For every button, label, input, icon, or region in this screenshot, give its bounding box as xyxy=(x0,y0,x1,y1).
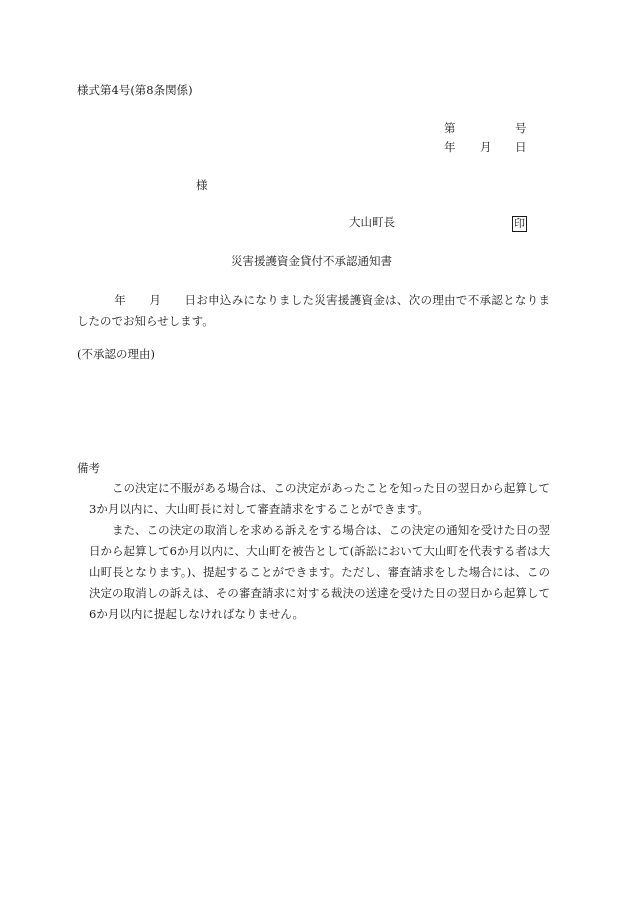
addressee-suffix: 様 xyxy=(196,178,208,192)
body-year: 年 xyxy=(114,293,127,307)
remarks-paragraph-2: また、この決定の取消しを求める訴えをする場合は、この決定の通知を受けた日の翌日から起算して6か月以内に、大山町を被告として(訴訟において大山町を代表する者は大山町長となります。)、提起することができます。ただし、審査請求をした場合には、この決定の取消しの訴えは、その審査請求に対する裁決の送達を受けた日の翌日から起算して6か月以内に提起しなければなりません。 xyxy=(89,523,550,621)
number-suffix: 号 xyxy=(515,121,527,135)
number-prefix: 第 xyxy=(444,121,456,135)
seal-mark xyxy=(512,216,527,232)
reason-heading: (不承認の理由) xyxy=(77,347,155,361)
seal-text: 印 xyxy=(514,217,525,230)
body-paragraph xyxy=(77,290,550,332)
date-day: 日 xyxy=(515,140,527,154)
issuer-name: 大山町長 xyxy=(349,215,395,229)
form-number: 様式第4号(第8条関係) xyxy=(77,83,193,97)
document-title: 災害援護資金貸付不承認通知書 xyxy=(231,254,392,268)
body-month: 月 xyxy=(149,293,162,307)
remarks-paragraph-1: この決定に不服がある場合は、この決定があったことを知った日の翌日から起算して3か月以内に、大山町長に対して審査請求をすることができます。 xyxy=(89,481,550,516)
date-month: 月 xyxy=(480,140,492,154)
date-year: 年 xyxy=(444,140,456,154)
remarks-heading: 備考 xyxy=(77,461,100,475)
body-text: 日お申込みになりました災害援護資金は、次の理由で不承認となりましたのでお知らせします。 xyxy=(77,293,551,328)
